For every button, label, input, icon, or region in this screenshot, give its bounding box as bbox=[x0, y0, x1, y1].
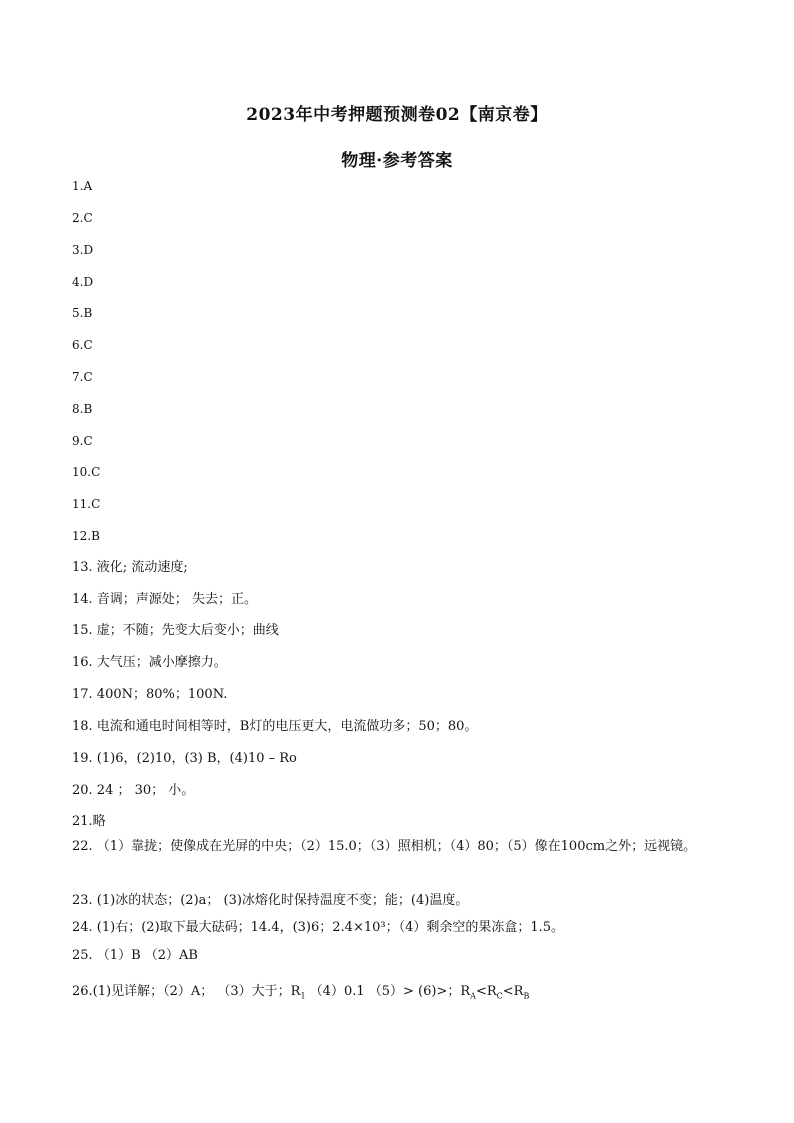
answer-26-sub-1: 1 bbox=[300, 991, 306, 1001]
answer-26-lt-2: <R bbox=[502, 984, 524, 999]
answer-8: 8.B bbox=[72, 402, 93, 416]
answer-11: 11.C bbox=[72, 497, 101, 511]
document-subtitle: 物理·参考答案 bbox=[341, 151, 453, 171]
answer-13: 13. 液化; 流动速度; bbox=[72, 560, 188, 575]
document-title: 2023年中考押题预测卷02【南京卷】 bbox=[246, 105, 548, 125]
answer-26-mid: （4）0.1 （5）> (6)>；R bbox=[305, 984, 471, 999]
answer-1: 1.A bbox=[72, 179, 93, 193]
answer-10: 10.C bbox=[72, 465, 101, 479]
answer-9: 9.C bbox=[72, 434, 93, 448]
answer-7: 7.C bbox=[72, 370, 93, 384]
answer-3: 3.D bbox=[72, 243, 94, 257]
answer-26-prefix: 26.(1)见详解；（2）A； （3）大于；R bbox=[72, 984, 301, 999]
answer-26-sub-c: C bbox=[496, 991, 503, 1001]
answer-26-sub-a: A bbox=[470, 991, 476, 1001]
answer-21: 21.略 bbox=[72, 814, 106, 829]
answer-12: 12.B bbox=[72, 529, 100, 543]
answer-22: 22. （1）靠拢；使像成在光屏的中央；（2）15.0；（3）照相机；（4）80；（5）像在100cm之外；远视镜。 bbox=[72, 839, 697, 854]
answer-2: 2.C bbox=[72, 211, 93, 225]
answer-17: 17. 400N；80%；100N. bbox=[72, 687, 228, 702]
answer-25: 25. （1）B （2）AB bbox=[72, 948, 198, 963]
answer-6: 6.C bbox=[72, 338, 93, 352]
answer-15: 15. 虚；不随；先变大后变小；曲线 bbox=[72, 623, 279, 638]
answer-23: 23. (1)冰的状态；(2)a； (3)冰熔化时保持温度不变；能；(4)温度。 bbox=[72, 893, 469, 908]
answer-20: 20. 24 ； 30； 小。 bbox=[72, 783, 195, 798]
answer-14: 14. 音调；声源处； 失去；正。 bbox=[72, 592, 257, 607]
answer-26-lt-1: <R bbox=[475, 984, 497, 999]
answer-16: 16. 大气压；减小摩擦力。 bbox=[72, 655, 227, 670]
answer-26-sub-b: B bbox=[523, 991, 530, 1001]
answer-4: 4.D bbox=[72, 275, 94, 289]
answer-18: 18. 电流和通电时间相等时，B灯的电压更大，电流做功多；50；80。 bbox=[72, 719, 478, 734]
answer-5: 5.B bbox=[72, 306, 93, 320]
answer-19: 19. (1)6，(2)10，(3) B，(4)10 – Ro bbox=[72, 751, 297, 766]
answer-24: 24. (1)右；(2)取下最大砝码；14.4，(3)6；2.4×10³；（4）剩余空的果冻盒；1.5。 bbox=[72, 920, 565, 935]
answer-26 bbox=[72, 984, 529, 1005]
